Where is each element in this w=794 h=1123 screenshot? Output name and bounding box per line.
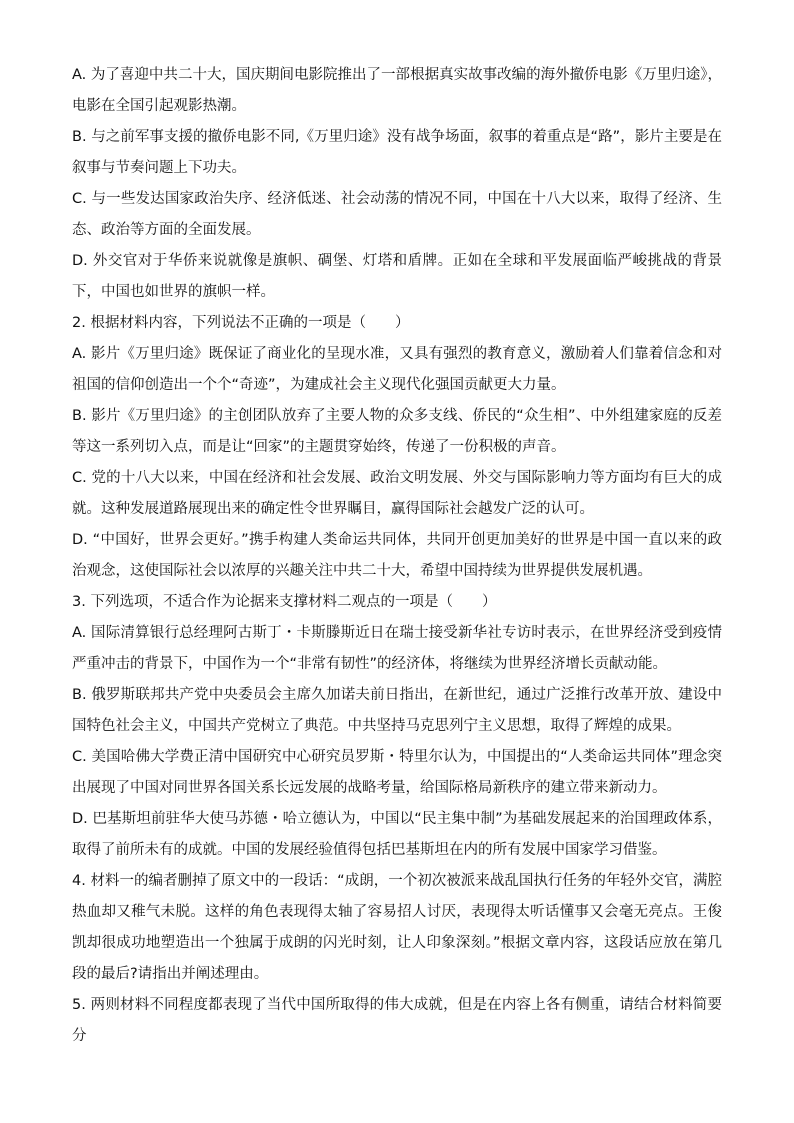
option-c-q1: C. 与一些发达国家政治失序、经济低迷、社会动荡的情况不同，中国在十八大以来，取得了经济、生态、政治等方面的全面发展。 (72, 191, 722, 238)
option-a-q1: A. 为了喜迎中共二十大，国庆期间电影院推出了一部根据真实故事改编的海外撤侨电影《万里归途》，电影在全国引起观影热潮。 (72, 67, 722, 114)
question-3: 3. 下列选项，不适合作为论据来支撑材料二观点的一项是（ ） (72, 594, 497, 610)
document-page (72, 60, 722, 1052)
option-b-q2: B. 影片《万里归途》的主创团队放弃了主要人物的众多支线、侨民的“众生相”、中外组建家庭的反差等这一系列切入点，而是让“回家”的主题贯穿始终，传递了一份积极的声音。 (72, 408, 722, 455)
question-2: 2. 根据材料内容，下列说法不正确的一项是（ ） (72, 315, 410, 331)
option-d-q2: D. “中国好，世界会更好。”携手构建人类命运共同体，共同开创更加美好的世界是中国一直以来的政治观念，这使国际社会以浓厚的兴趣关注中共二十大，希望中国持续为世界提供发展机遇。 (72, 532, 722, 579)
option-c-q3: C. 美国哈佛大学费正清中国研究中心研究员罗斯・特里尔认为，中国提出的“人类命运共同体”理念突出展现了中国对同世界各国关系长远发展的战略考量，给国际格局新秩序的建立带来新动力。 (72, 749, 722, 796)
question-5: 5. 两则材料不同程度都表现了当代中国所取得的伟大成就，但是在内容上各有侧重，请结合材料简要分 (72, 997, 722, 1044)
option-d-q1: D. 外交官对于华侨来说就像是旗帜、碉堡、灯塔和盾牌。正如在全球和平发展面临严峻挑战的背景下，中国也如世界的旗帜一样。 (72, 253, 722, 300)
option-a-q3: A. 国际清算银行总经理阿古斯丁・卡斯滕斯近日在瑞士接受新华社专访时表示，在世界经济受到疫情严重冲击的背景下，中国作为一个“非常有韧性”的经济体，将继续为世界经济增长贡献动能。 (72, 625, 722, 672)
option-c-q2: C. 党的十八大以来，中国在经济和社会发展、政治文明发展、外交与国际影响力等方面均有巨大的成就。这种发展道路展现出来的确定性令世界瞩目，赢得国际社会越发广泛的认可。 (72, 470, 722, 517)
option-d-q3: D. 巴基斯坦前驻华大使马苏德・哈立德认为，中国以“民主集中制”为基础发展起来的治国理政体系，取得了前所未有的成就。中国的发展经验值得包括巴基斯坦在内的所有发展中国家学习借鉴。 (72, 811, 722, 858)
question-4: 4. 材料一的编者删掉了原文中的一段话：“成朗，一个初次被派来战乱国执行任务的年轻外交官，满腔热血却又稚气未脱。这样的角色表现得太轴了容易招人讨厌，表现得太听话懂事又会毫无亮点。王俊凯却很成功地塑造出一个独属于成朗的闪光时刻，让人印象深刻。”根据文章内容，这段话应放在第几段的最后?请指出并阐述理由。 (72, 873, 722, 982)
option-b-q3: B. 俄罗斯联邦共产党中央委员会主席久加诺夫前日指出，在新世纪，通过广泛推行改革开放、建设中国特色社会主义，中国共产党树立了典范。中共坚持马克思列宁主义思想，取得了辉煌的成果。 (72, 687, 722, 734)
option-b-q1: B. 与之前军事支援的撤侨电影不同,《万里归途》没有战争场面，叙事的着重点是“路”，影片主要是在叙事与节奏问题上下功夫。 (72, 129, 722, 176)
option-a-q2: A. 影片《万里归途》既保证了商业化的呈现水准，又具有强烈的教育意义，激励着人们靠着信念和对祖国的信仰创造出一个个“奇迹”，为建成社会主义现代化强国贡献更大力量。 (72, 346, 722, 393)
